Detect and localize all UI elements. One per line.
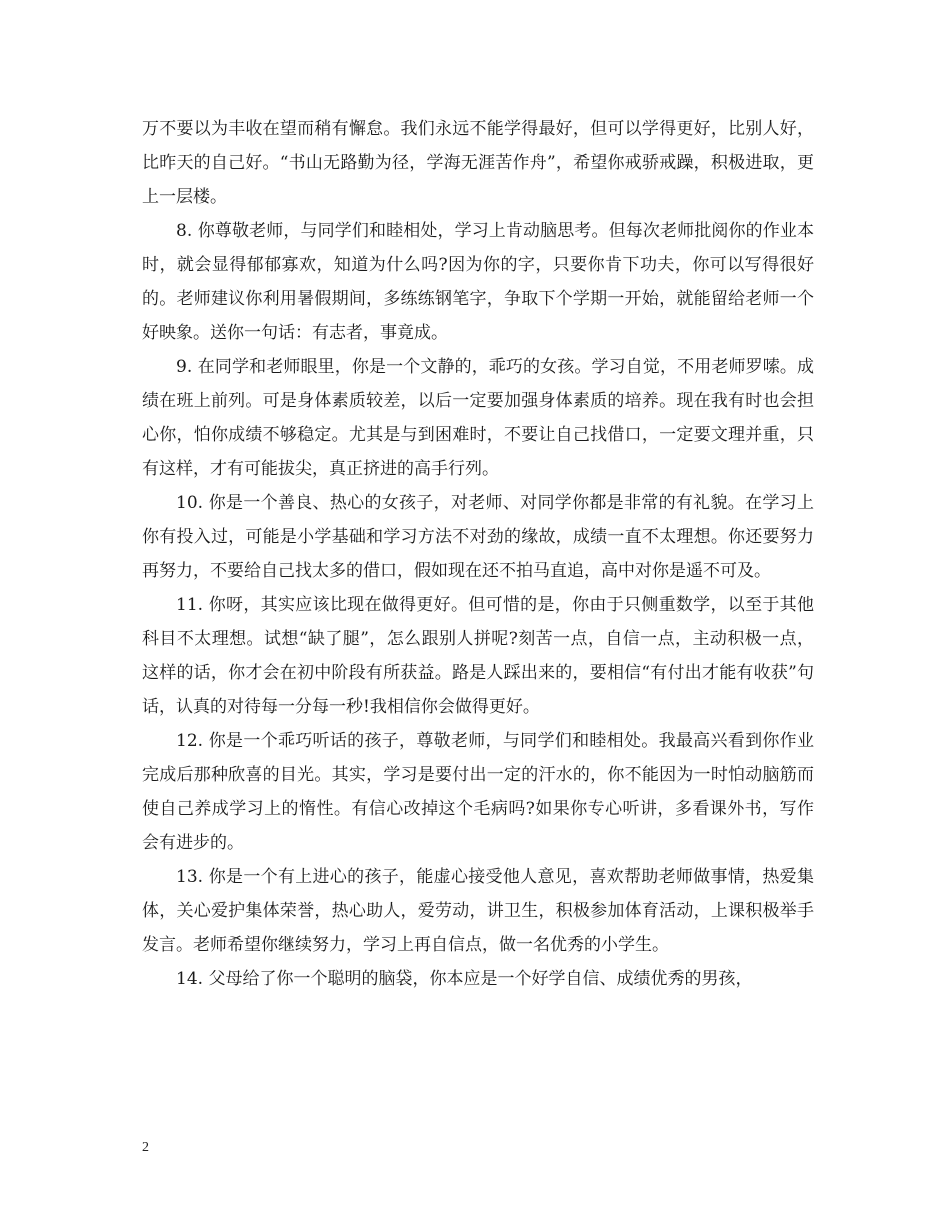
paragraph-continuation: 万不要以为丰收在望而稍有懈怠。我们永远不能学得最好，但可以学得更好，比别人好，比昨天的自己好。“书山无路勤为径，学海无涯苦作舟”，希望你戒骄戒躁，积极进取，更上一层楼。 <box>142 119 814 207</box>
paragraph-item-9: 9. 在同学和老师眼里，你是一个文静的，乖巧的女孩。学习自觉，不用老师罗嗦。成绩在班上前列。可是身体素质较差，以后一定要加强身体素质的培养。现在我有时也会担心你，怕你成绩不够稳定。尤其是与到困难时，不要让自己找借口，一定要文理并重，只有这样，才有可能拔尖，真正挤进的高手行列。 <box>142 357 814 479</box>
paragraph-item-12: 12. 你是一个乖巧听话的孩子，尊敬老师，与同学们和睦相处。我最高兴看到你作业完成后那种欣喜的目光。其实，学习是要付出一定的汗水的，你不能因为一时怕动脑筋而使自己养成学习上的惰性。有信心改掉这个毛病吗?如果你专心听讲，多看课外书，写作会有进步的。 <box>142 731 814 853</box>
paragraph-item-13: 13. 你是一个有上进心的孩子，能虚心接受他人意见，喜欢帮助老师做事情，热爱集体，关心爱护集体荣誉，热心助人，爱劳动，讲卫生，积极参加体育活动，上课积极举手发言。老师希望你继续努力，学习上再自信点，做一名优秀的小学生。 <box>142 867 814 955</box>
paragraph-item-8: 8. 你尊敬老师，与同学们和睦相处，学习上肯动脑思考。但每次老师批阅你的作业本时，就会显得郁郁寡欢，知道为什么吗?因为你的字，只要你肯下功夫，你可以写得很好的。老师建议你利用暑假期间，多练练钢笔字，争取下个学期一开始，就能留给老师一个好映象。送你一句话：有志者，事竟成。 <box>142 221 814 343</box>
paragraph-item-14: 14. 父母给了你一个聪明的脑袋，你本应是一个好学自信、成绩优秀的男孩， <box>176 969 753 989</box>
page-number: 2 <box>142 1140 149 1155</box>
paragraph-item-10: 10. 你是一个善良、热心的女孩子，对老师、对同学你都是非常的有礼貌。在学习上你有投入过，可能是小学基础和学习方法不对劲的缘故，成绩一直不太理想。你还要努力再努力，不要给自己找太多的借口，假如现在还不拍马直追，高中对你是遥不可及。 <box>142 493 814 581</box>
paragraph-item-11: 11. 你呀，其实应该比现在做得更好。但可惜的是，你由于只侧重数学，以至于其他科目不太理想。试想“缺了腿”，怎么跟别人拼呢?刻苦一点，自信一点，主动积极一点，这样的话，你才会在初中阶段有所获益。路是人踩出来的，要相信“有付出才能有收获”句话，认真的对待每一分每一秒!我相信你会做得更好。 <box>142 595 814 717</box>
document-body <box>142 112 814 996</box>
